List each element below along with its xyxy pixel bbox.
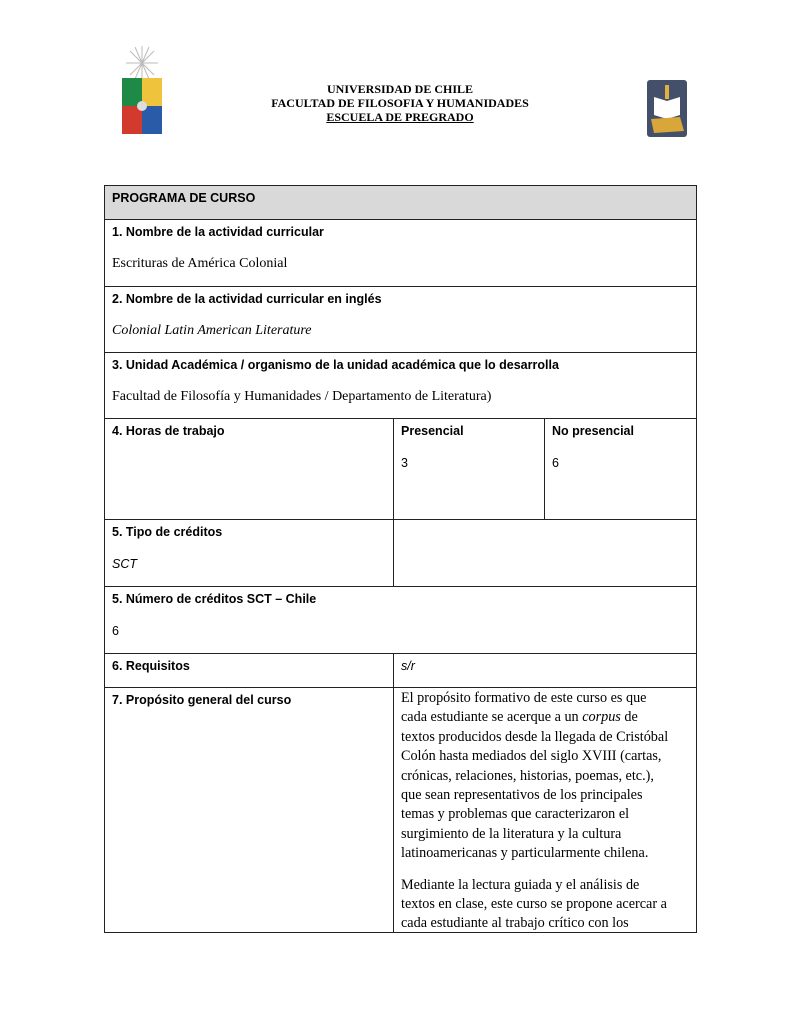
- table-title-row: [104, 185, 697, 220]
- text-line: Mediante la lectura guiada y el análisis de: [401, 876, 640, 893]
- value: 6: [552, 456, 559, 470]
- hours-no-presencial: [544, 418, 697, 520]
- row-credits-number: [104, 586, 697, 654]
- requirements-value-cell: [393, 653, 697, 688]
- label: Presencial: [401, 424, 464, 438]
- label: 2. Nombre de la actividad curricular en inglés: [112, 292, 382, 306]
- text-line: que sean representativos de los principales: [401, 787, 643, 804]
- value: 6: [112, 624, 119, 638]
- label: 6. Requisitos: [112, 659, 190, 673]
- text-line: textos en clase, este curso se propone acercar a: [401, 896, 667, 913]
- value: Colonial Latin American Literature: [112, 323, 312, 338]
- row-credit-type: [104, 519, 394, 587]
- purpose-text: [393, 687, 697, 933]
- text-line: cada estudiante se acerque a un corpus de: [401, 709, 638, 726]
- text-line: temas y problemas que caracterizaron el: [401, 806, 630, 823]
- table-title: PROGRAMA DE CURSO: [112, 191, 256, 205]
- label: 7. Propósito general del curso: [112, 693, 292, 707]
- school-name: ESCUELA DE PREGRADO: [326, 110, 474, 124]
- text-line: latinoamericanas y particularmente chilena.: [401, 845, 649, 862]
- text-line: crónicas, relaciones, historias, poemas, etc.),: [401, 767, 654, 784]
- text-line: El propósito formativo de este curso es que: [401, 690, 647, 706]
- value: Facultad de Filosofía y Humanidades / Departamento de Literatura): [112, 389, 492, 404]
- text-line: surgimiento de la literatura y la cultura: [401, 825, 622, 842]
- row-hours-label: [104, 418, 394, 520]
- row-requirements: [104, 653, 394, 688]
- text-line: textos producidos desde la llegada de Cristóbal: [401, 728, 669, 745]
- label: 4. Horas de trabajo: [112, 424, 225, 438]
- value: 3: [401, 456, 408, 470]
- hours-presencial: [393, 418, 545, 520]
- label: 1. Nombre de la actividad curricular: [112, 225, 324, 239]
- empty-cell: [393, 519, 697, 587]
- row-academic-unit: [104, 352, 697, 419]
- label: 5. Número de créditos SCT – Chile: [112, 592, 317, 606]
- text-line: cada estudiante al trabajo crítico con los: [401, 915, 629, 932]
- value: SCT: [112, 557, 137, 571]
- label: 5. Tipo de créditos: [112, 525, 223, 539]
- row-english-name: [104, 286, 697, 353]
- faculty-name: FACULTAD DE FILOSOFIA Y HUMANIDADES: [271, 96, 529, 110]
- row-purpose: [104, 687, 394, 933]
- row-course-name: [104, 219, 697, 287]
- value: Escrituras de América Colonial: [112, 256, 288, 271]
- label: No presencial: [552, 424, 634, 438]
- faculty-book-logo: [646, 79, 688, 139]
- value: s/r: [401, 659, 415, 673]
- label: 3. Unidad Académica / organismo de la unidad académica que lo desarrolla: [112, 358, 559, 372]
- text-line: Colón hasta mediados del siglo XVIII (cartas,: [401, 748, 662, 765]
- university-name: UNIVERSIDAD DE CHILE: [326, 82, 474, 96]
